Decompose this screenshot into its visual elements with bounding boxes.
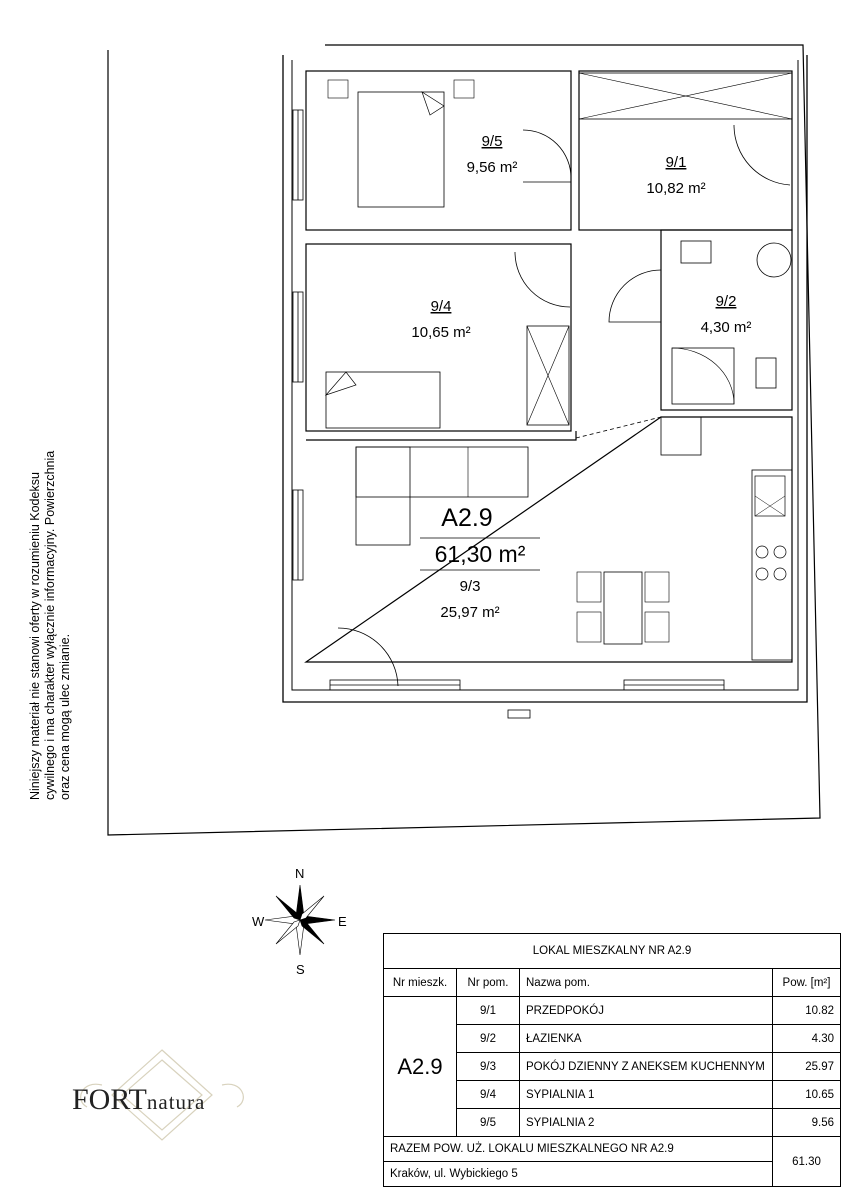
door-9-5	[523, 130, 571, 182]
room-9-5-outline	[306, 71, 571, 230]
room-9-5-area: 9,56 m²	[466, 159, 518, 176]
cooktop	[756, 546, 786, 580]
compass-west: W	[252, 914, 265, 929]
room-9-5-no: 9/5	[481, 133, 503, 150]
room-area-cell: 10.65	[773, 1081, 841, 1109]
total-label: RAZEM POW. UŻ. LOKALU MIESZKALNEGO NR A2.9	[384, 1137, 773, 1162]
unit-cell: A2.9	[384, 997, 457, 1137]
header-room-no: Nr pom.	[457, 969, 520, 997]
door-9-4	[515, 252, 570, 307]
room-area-cell: 4.30	[773, 1025, 841, 1053]
room-9-3-no: 9/3	[459, 578, 481, 595]
disclaimer-line: oraz cena mogą ulec zmianie.	[58, 633, 72, 800]
outer-wall	[283, 55, 807, 702]
compass-north: N	[295, 866, 305, 881]
room-9-3-outline	[306, 417, 792, 662]
compass-south: S	[296, 962, 305, 977]
table-row	[384, 997, 841, 1025]
room-no-cell: 9/4	[457, 1081, 520, 1109]
disclaimer-line: cywilnego i ma charakter wyłącznie informacyjny. Powierzchnia	[43, 450, 57, 800]
sofa	[356, 447, 528, 497]
kitchen-counter	[752, 470, 792, 660]
inner-outline	[292, 60, 798, 690]
room-area-cell: 10.82	[773, 997, 841, 1025]
bed-9-4	[326, 372, 440, 428]
disclaimer	[28, 380, 73, 800]
room-name-cell: ŁAZIENKA	[520, 1025, 773, 1053]
toilet	[756, 358, 776, 388]
room-no-cell: 9/2	[457, 1025, 520, 1053]
header-area: Pow. [m²]	[773, 969, 841, 997]
room-area-cell: 9.56	[773, 1109, 841, 1137]
compass-east: E	[338, 914, 347, 929]
door-9-2	[609, 270, 661, 322]
bed-9-5	[358, 92, 444, 207]
room-name-cell: PRZEDPOKÓJ	[520, 997, 773, 1025]
room-no-cell: 9/1	[457, 997, 520, 1025]
logo-sub: natura	[146, 1090, 206, 1114]
total-area: 61.30	[773, 1137, 841, 1187]
door-9-1	[734, 125, 790, 185]
room-9-1-area: 10,82 m²	[646, 180, 706, 197]
room-9-2-no: 9/2	[715, 293, 737, 310]
disclaimer-line: Niniejszy materiał nie stanowi oferty w rozumieniu Kodeksu	[28, 472, 42, 800]
washbasin	[681, 241, 711, 263]
dining-table	[604, 572, 642, 644]
room-9-1-outline	[579, 71, 792, 230]
room-9-2-area: 4,30 m²	[700, 319, 752, 336]
fortnatura-logo	[62, 1045, 252, 1145]
duct	[661, 417, 701, 455]
header-room-name: Nazwa pom.	[520, 969, 773, 997]
shower-tray	[672, 348, 734, 404]
room-no-cell: 9/5	[457, 1109, 520, 1137]
room-9-4-area: 10,65 m²	[411, 324, 471, 341]
room-name-cell: POKÓJ DZIENNY Z ANEKSEM KUCHENNYM	[520, 1053, 773, 1081]
washing-machine	[757, 243, 791, 277]
entrance-door	[338, 628, 398, 686]
unit-area: 61,30 m²	[434, 541, 526, 567]
room-no-cell: 9/3	[457, 1053, 520, 1081]
table-title: LOKAL MIESZKALNY NR A2.9	[384, 934, 841, 969]
room-9-1-no: 9/1	[665, 154, 687, 171]
logo-main: FORT	[72, 1083, 147, 1116]
room-name-cell: SYPIALNIA 1	[520, 1081, 773, 1109]
address: Kraków, ul. Wybickiego 5	[384, 1162, 773, 1187]
compass-rose	[265, 885, 335, 955]
room-schedule-table	[383, 933, 841, 1187]
unit-code: A2.9	[441, 504, 493, 532]
room-area-cell: 25.97	[773, 1053, 841, 1081]
room-9-4-no: 9/4	[430, 298, 452, 315]
sink	[755, 476, 785, 516]
header-unit: Nr mieszk.	[384, 969, 457, 997]
room-9-3-area: 25,97 m²	[440, 604, 500, 621]
room-name-cell: SYPIALNIA 2	[520, 1109, 773, 1137]
